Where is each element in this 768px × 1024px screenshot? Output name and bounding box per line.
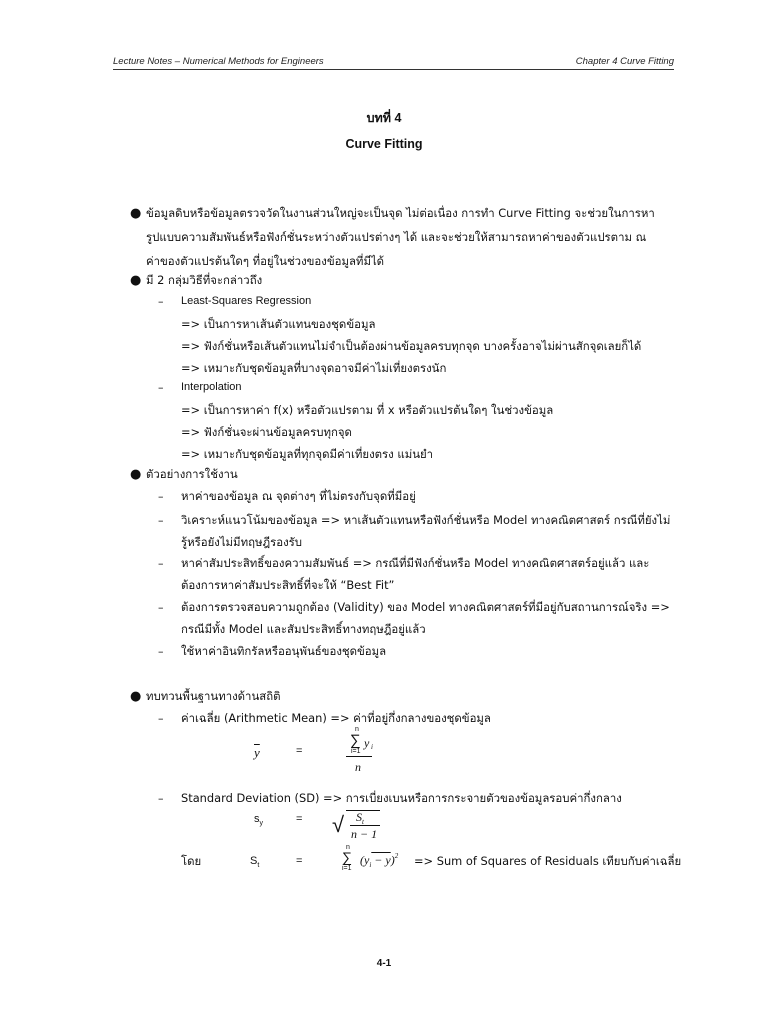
yi-symbol: y (364, 736, 370, 750)
residual-expression (360, 853, 398, 868)
equals-sign: = (296, 813, 303, 825)
fraction-bar (350, 825, 380, 826)
expr-open: (y (360, 853, 370, 867)
sum-lower-limit: i=1 (342, 865, 352, 872)
interp-item-1: => เป็นการหาค่า f(x) หรือตัวแปรตาม ที่ x หรือตัวแปรต้นใดๆ ในช่วงข้อมูล (181, 403, 554, 417)
running-header-left: Lecture Notes – Numerical Methods for Engineers (113, 56, 324, 67)
sum-lower-limit: i=1 (351, 748, 361, 755)
st-subscript: t (362, 818, 364, 826)
example-2-line-2: รู้หรือยังไม่มีทฤษฎีรองรับ (181, 535, 302, 549)
example-5: ใช้หาค่าอินทิกรัลหรืออนุพันธ์ของชุดข้อมูล (181, 644, 387, 658)
para-1-line-2: รูปแบบความสัมพันธ์หรือฟังก์ชั่นระหว่างตัวแปรต่างๆ ได้ และจะช่วยให้สามารถหาค่าของตัวแปรตาม ณ (146, 230, 647, 244)
st-symbol (250, 855, 259, 867)
para-3: ตัวอย่างการใช้งาน (146, 467, 238, 481)
by-label: โดย (181, 854, 202, 868)
sigma-symbol: ∑ (342, 849, 352, 865)
denominator-n: n (355, 760, 361, 774)
example-4-line-1: ต้องการตรวจสอบความถูกต้อง (Validity) ของ Model ทางคณิตศาสตร์ที่มีอยู่กับสถานการณ์จริง => (181, 600, 670, 614)
expr-square: 2 (394, 852, 399, 860)
bullet-dot: ● (130, 467, 142, 482)
chapter-subject: Curve Fitting (345, 137, 423, 151)
para-2: มี 2 กลุ่มวิธีที่จะกล่าวถึง (146, 273, 263, 287)
dash-marker: – (158, 557, 164, 570)
example-2-line-1: วิเคราะห์แนวโน้มของข้อมูล => หาเส้นตัวแทนหรือฟังก์ชั่นหรือ Model ทางคณิตศาสตร์ กรณีที่ยังไม่ (181, 513, 671, 527)
lsr-title: Least-Squares Regression (181, 295, 312, 307)
ybar-symbol: $\overline{y}$ (254, 745, 260, 760)
dash-marker: – (158, 381, 164, 394)
dash-marker: – (158, 601, 164, 614)
page-number: 4-1 (376, 958, 392, 969)
sum-upper-limit: n (346, 844, 350, 851)
lsr-item-3: => เหมาะกับชุดข้อมูลที่บางจุดอาจมีค่าไม่เที่ยงตรงนัก (181, 361, 447, 375)
bullet-dot: ● (130, 206, 142, 221)
example-1: หาค่าของข้อมูล ณ จุดต่างๆ ที่ไม่ตรงกับจุดที่มีอยู่ (181, 489, 416, 503)
fraction-bar (346, 756, 372, 757)
para-1-line-1: ข้อมูลดิบหรือข้อมูลตรวจวัดในงานส่วนใหญ่จะเป็นจุด ไม่ต่อเนื่อง การทำ Curve Fitting จะช่วยในการหา (146, 206, 655, 220)
n-minus-one: n − 1 (351, 827, 378, 841)
dash-marker: – (158, 295, 164, 308)
st-description: => Sum of Squares of Residuals เทียบกับค่าเฉลี่ย (414, 854, 682, 868)
dash-marker: – (158, 645, 164, 658)
equals-sign: = (296, 855, 303, 867)
sy-symbol (254, 813, 263, 825)
st-numerator (356, 810, 364, 825)
bullet-dot: ● (130, 273, 142, 288)
sigma-symbol: ∑ (350, 732, 361, 749)
lsr-item-1: => เป็นการหาเส้นตัวแทนของชุดข้อมูล (181, 317, 376, 331)
example-3-line-2: ต้องการหาค่าสัมประสิทธิ์ที่จะให้ “Best Fit” (181, 578, 395, 592)
para-1-line-3: ค่าของตัวแปรต้นใดๆ ที่อยู่ในช่วงของข้อมูลที่มีได้ (146, 254, 385, 268)
sy-subscript: y (259, 820, 263, 827)
st-letter: S (356, 810, 362, 824)
interp-item-3: => เหมาะกับชุดข้อมูลที่ทุกจุดมีค่าเที่ยงตรง แม่นยำ (181, 447, 434, 461)
equals-sign: = (296, 745, 303, 757)
header-rule (113, 69, 674, 70)
st-subscript: t (257, 862, 260, 869)
interp-title: Interpolation (181, 381, 242, 393)
chapter-title: บทที่ 4 (366, 111, 402, 125)
yi-subscript: i (371, 743, 373, 751)
expr-close: ) (390, 853, 395, 867)
example-3-line-1: หาค่าสัมประสิทธิ์ของความสัมพันธ์ => กรณีที่มีฟังก์ชั่นหรือ Model ทางคณิตศาสตร์อยู่แล้ว และ (181, 556, 650, 570)
example-4-line-2: กรณีมีทั้ง Model และสัมประสิทธิ์ทางทฤษฎีอยู่แล้ว (181, 622, 426, 636)
interp-item-2: => ฟังก์ชั่นจะผ่านข้อมูลครบทุกจุด (181, 425, 352, 439)
bullet-dot: ● (130, 689, 142, 704)
sy-letter: s (254, 813, 260, 825)
para-4: ทบทวนพื้นฐานทางด้านสถิติ (146, 689, 281, 703)
dash-marker: – (158, 712, 164, 725)
dash-marker: – (158, 792, 164, 805)
sd-description: Standard Deviation (SD) => การเบี่ยงเบนหรือการกระจายตัวของข้อมูลรอบค่ากึ่งกลาง (181, 791, 622, 805)
dash-marker: – (158, 514, 164, 527)
expr-mean: − y (371, 853, 391, 867)
running-header-right: Chapter 4 Curve Fitting (575, 56, 674, 67)
st-letter: S (250, 855, 258, 867)
lsr-item-2: => ฟังก์ชั่นหรือเส้นตัวแทนไม่จำเป็นต้องผ่านข้อมูลครบทุกจุด บางครั้งอาจไม่ผ่านสักจุดเลยก็ได้ (181, 339, 642, 353)
mean-description: ค่าเฉลี่ย (Arithmetic Mean) => ค่าที่อยู่กึ่งกลางของชุดข้อมูล (181, 711, 491, 725)
dash-marker: – (158, 490, 164, 503)
sqrt-symbol: √ (332, 812, 345, 837)
expr-subscript: i (369, 861, 372, 869)
sum-upper-limit: n (355, 726, 359, 733)
